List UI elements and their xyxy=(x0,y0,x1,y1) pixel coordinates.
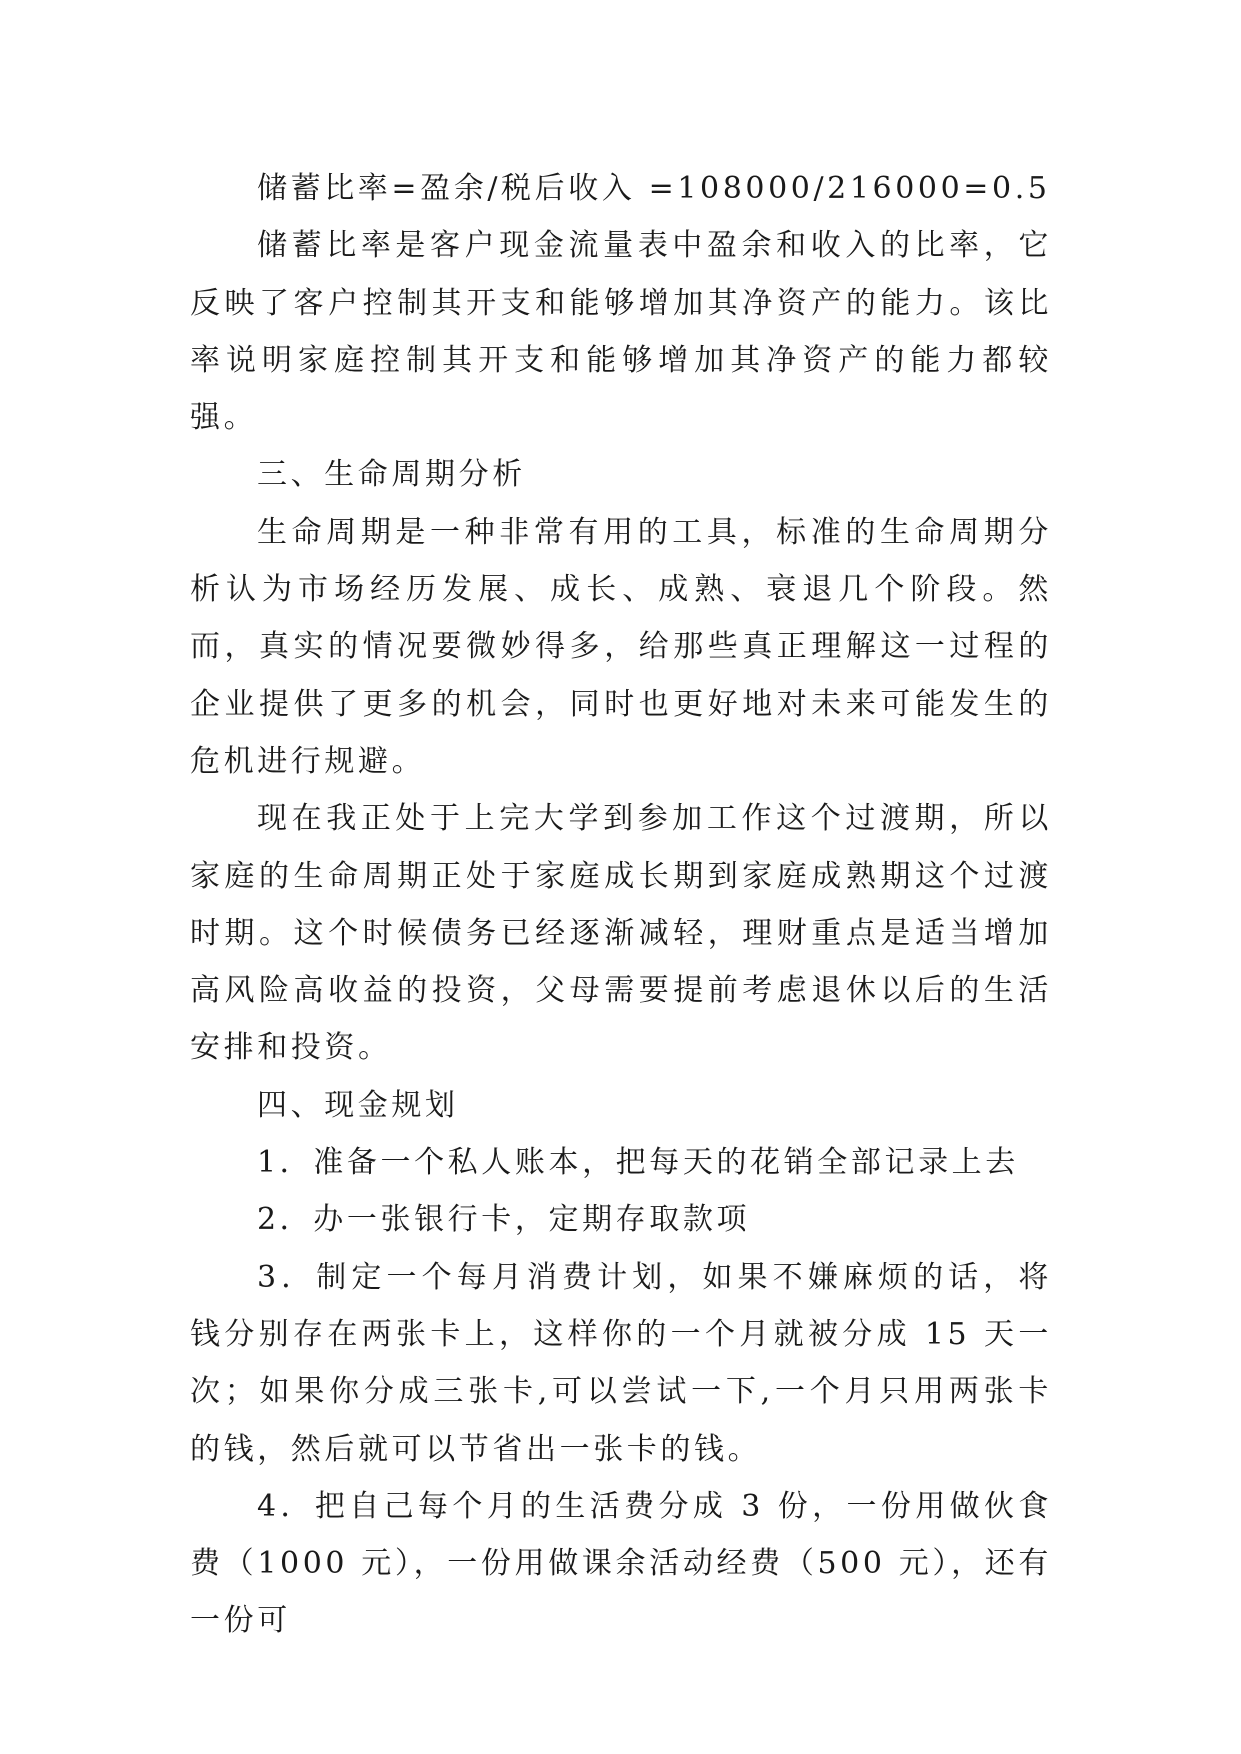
cash-plan-item-3: 3．制定一个每月消费计划，如果不嫌麻烦的话，将钱分别存在两张卡上，这样你的一个月就被分成 15 天一次；如果你分成三张卡,可以尝试一下,一个月只用两张卡的钱，然后就可以节省出一张卡的钱。 xyxy=(190,1259,1052,1467)
section-heading-life-cycle: 三、生命周期分析 xyxy=(257,457,526,493)
life-cycle-paragraph: 生命周期是一种非常有用的工具，标准的生命周期分析认为市场经历发展、成长、成熟、衰退几个阶段。然而，真实的情况要微妙得多，给那些真正理解这一过程的企业提供了更多的机会，同时也更好地对未来可能发生的危机进行规避。 xyxy=(190,514,1052,779)
cash-plan-item-2: 2．办一张银行卡，定期存取款项 xyxy=(257,1202,751,1238)
cash-plan-item-4: 4．把自己每个月的生活费分成 3 份，一份用做伙食费（1000 元），一份用做课余活动经费（500 元），还有一份可 xyxy=(190,1488,1052,1639)
life-cycle-personal-paragraph: 现在我正处于上完大学到参加工作这个过渡期，所以家庭的生命周期正处于家庭成长期到家庭成熟期这个过渡时期。这个时候债务已经逐渐减轻，理财重点是适当增加高风险高收益的投资，父母需要提前考虑退休以后的生活安排和投资。 xyxy=(190,801,1052,1066)
savings-ratio-formula: 储蓄比率=盈余/税后收入 =108000/216000=0.5 xyxy=(257,171,1051,206)
savings-ratio-explanation: 储蓄比率是客户现金流量表中盈余和收入的比率，它反映了客户控制其开支和能够增加其净资产的能力。该比率说明家庭控制其开支和能够增加其净资产的能力都较强。 xyxy=(190,228,1052,436)
cash-plan-item-1: 1．准备一个私人账本，把每天的花销全部记录上去 xyxy=(257,1145,1019,1181)
section-heading-cash-planning: 四、现金规划 xyxy=(257,1087,459,1123)
document-body xyxy=(190,160,1052,1650)
